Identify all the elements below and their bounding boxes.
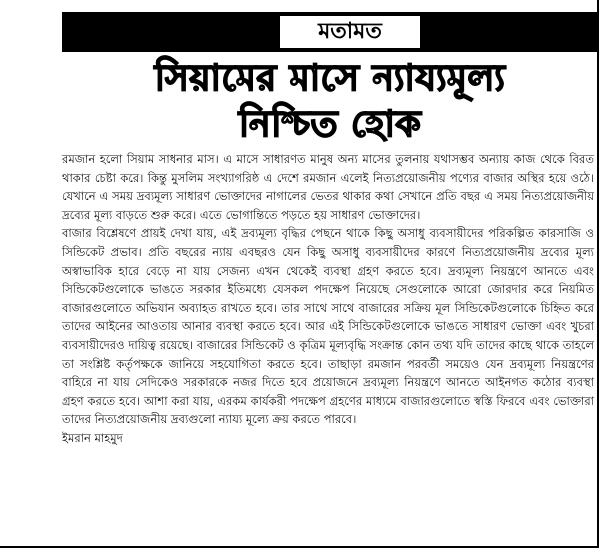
headline-line-2: নিশ্চিত হোক — [238, 104, 422, 145]
headline — [62, 56, 598, 148]
author-name: ইমরান মাহমুদ — [62, 430, 123, 445]
section-label: মতামত — [280, 16, 420, 48]
paragraph-1: রমজান হলো সিয়াম সাধনার মাস। এ মাসে সাধারণত মানুষ অন্য মাসের তুলনায় যথাসম্ভব অন্যায় কাজ থেকে বিরত থাকার চেষ্টা করে। কিন্তু মুসলিম সংখ্যাগরিষ্ঠ এ দেশে রমজান এলেই নিত্যপ্রয়োজনীয় পণ্যের বাজার অস্থির হয়ে ওঠে। যেখানে এ সময় দ্রব্যমূল্য সাধারণ ভোক্তাদের নাগালের ভেতর থাকার কথা সেখানে প্রতি বছর এ সময় নিত্যপ্রয়োজনীয় দ্রব্যের মূল্য বাড়তে শুরু করে। এতে ভোগান্তিতে পড়তে হয় সাধারণ ভোক্তাদের। — [62, 152, 594, 222]
paragraph-2: বাজার বিশ্লেষণে প্রায়ই দেখা যায়, এই দ্রব্যমূল্য বৃদ্ধির পেছনে থাকে কিছু অসাধু ব্যবসায়ীদের পরিকল্পিত কারসাজি ও সিন্ডিকেট প্রভাব। প্রতি বছরের ন্যায় এবছরও যেন কিছু অসাধু ব্যবসায়ীদের কারণে নিত্যপ্রয়োজনীয় দ্রব্যের মূল্য অস্বাভাবিক হারে বেড়ে না যায় সেজন্য এখন থেকেই ব্যবস্থা গ্রহণ করতে হবে। দ্রব্যমূল্য নিয়ন্ত্রণে আনতে এবং সিন্ডিকেটগুলোকে ভাঙতে সরকার ইতিমধ্যে যেসকল পদক্ষেপ নিয়েছে সেগুলোকে আরো জোরদার করে নিয়মিত বাজারগুলোতে অভিযান অব্যাহত রাখতে হবে। তার সাথে সাথে বাজারের সক্রিয় মূল সিন্ডিকেটগুলোকে চিহ্নিত করে তাদের আইনের আওতায় আনার ব্যবস্থা করতে হবে। আর এই সিন্ডিকেটগুলোকে ভাঙতে সাধারণ ভোক্তা এবং খুচরা ব্যবসায়ীদেরও দায়িত্ব রয়েছে। বাজারের সিন্ডিকেট ও কৃত্রিম মূল্যবৃদ্ধি সংক্রান্ত কোন তথ্য যদি তাদের কাছে থাকে তাহলে তা সংশ্লিষ্ট কর্তৃপক্ষকে জানিয়ে সহযোগিতা করতে হবে। তাছাড়া রমজান পরবর্তী সময়েও যেন দ্রব্যমূল্য নিয়ন্ত্রণের বাহিরে না যায় সেদিকেও সরকারকে নজর দিতে হবে প্রয়োজনে দ্রব্যমূল্য নিয়ন্ত্রণে আনতে আইনগত কঠোর ব্যবস্থা গ্রহণ করতে হবে। আশা করা যায়, এরকম কার্যকরী পদক্ষেপ গ্রহণের মাধ্যমে বাজারগুলোতে স্বস্তি ফিরবে এবং ভোক্তারা তাদের নিত্যপ্রয়োজনীয় দ্রব্যগুলো ন্যায্য মূল্যে ক্রয় করতে পারবে। — [62, 226, 594, 427]
headline-line-1: সিয়ামের মাসে ন্যায্যমূল্য — [154, 58, 506, 99]
article-body — [62, 150, 594, 448]
section-banner — [62, 12, 598, 52]
